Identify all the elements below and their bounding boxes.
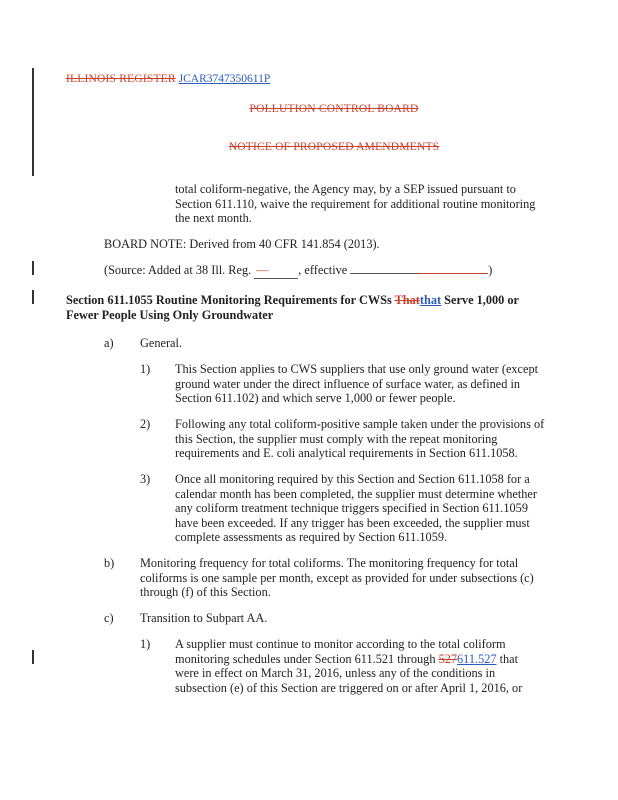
item-c1-label: 1) — [140, 637, 151, 651]
source-line — [104, 263, 492, 279]
item-a1-text — [175, 362, 538, 406]
subsection-c-text: Transition to Subpart AA. — [140, 611, 268, 625]
effective-blank — [350, 273, 418, 274]
item-a3-text — [175, 472, 537, 545]
subsection-a-label: a) — [104, 336, 114, 350]
section-title-line2: Fewer People Using Only Groundwater — [66, 307, 274, 322]
text-line: This Section applies to CWS suppliers that use only ground water (except — [175, 362, 539, 376]
text-line: Once all monitoring required by this Section and Section 611.1058 for a — [175, 472, 530, 486]
text-line: requirements and E. coli analytical requirements in Section 611.1058. — [175, 446, 518, 461]
change-bar — [32, 650, 34, 664]
text-line: were in effect on March 31, 2016, unless any of the conditions in — [175, 666, 496, 681]
text-line: subsection (e) of this Section are triggered on or after April 1, 2016, or — [175, 680, 523, 695]
text-line: complete assessments as required by Section 611.1059. — [175, 530, 448, 545]
section-title-part2: Serve 1,000 or — [441, 293, 519, 307]
subsection-b-label: b) — [104, 556, 115, 570]
deleted-text: 527 — [438, 651, 458, 666]
item-a2-label: 2) — [140, 417, 151, 431]
text-line: Monitoring frequency for total coliforms. The monitoring frequency for total — [140, 556, 519, 570]
subsection-a-text: General. — [140, 336, 182, 350]
source-effective: , effective — [298, 263, 348, 277]
text-line: any coliform treatment technique triggers specified in Section 611.1059 — [175, 501, 528, 516]
continuation-paragraph — [175, 182, 535, 226]
text-line: A supplier must continue to monitor according to the total coliform — [175, 637, 506, 651]
subsection-b-text — [140, 556, 534, 600]
source-blank — [254, 263, 298, 279]
change-bar — [32, 261, 34, 275]
change-bar — [32, 68, 34, 176]
text-line: through (f) of this Section. — [140, 585, 271, 600]
text-line: Section 611.102) and which serve 1,000 or fewer people. — [175, 391, 456, 406]
board-note: BOARD NOTE: Derived from 40 CFR 141.854 (2013). — [104, 237, 380, 251]
section-title-part1: Section 611.1055 Routine Monitoring Requirements for CWSs — [66, 293, 395, 307]
text-line: this Section, the supplier must comply with the repeat monitoring — [175, 431, 498, 446]
subsection-c-label: c) — [104, 611, 114, 625]
source-close: ) — [488, 263, 493, 277]
section-title-inserted: that — [419, 293, 442, 307]
change-bar — [32, 290, 34, 304]
text-line: ground water under the direct influence of surface water, as defined in — [175, 376, 521, 391]
section-heading — [66, 293, 519, 322]
source-prefix: (Source: Added at 38 Ill. Reg. — [104, 263, 252, 277]
inserted-text: 611.527 — [457, 651, 497, 666]
item-c1-text — [175, 637, 522, 695]
item-a3-label: 3) — [140, 472, 151, 486]
text-line: the next month. — [175, 211, 252, 226]
item-a2-text — [175, 417, 544, 461]
text-line: Following any total coliform-positive sample taken under the provisions of — [175, 417, 545, 431]
item-a1-label: 1) — [140, 362, 151, 376]
text-line: total coliform-negative, the Agency may, by a SEP issued pursuant to — [175, 182, 516, 196]
register-deleted: ILLINOIS REGISTER — [66, 73, 176, 85]
register-inserted: JCAR3747350611P — [178, 73, 271, 85]
text-line: coliforms is one sample per month, except as provided for under subsections (c) — [140, 570, 534, 585]
text-segment: monitoring schedules under Section 611.521 through — [175, 651, 439, 666]
text-line — [175, 652, 522, 667]
board-title: POLLUTION CONTROL BOARD — [249, 103, 419, 115]
register-header — [66, 73, 270, 85]
text-line: have been exceeded. If any trigger has been exceeded, the supplier must — [175, 515, 530, 530]
deleted-dash: — — [256, 263, 269, 277]
notice-title: NOTICE OF PROPOSED AMENDMENTS — [228, 141, 440, 153]
text-segment: that — [496, 651, 519, 666]
effective-blank-deleted — [418, 273, 488, 274]
text-line: calendar month has been completed, the supplier must determine whether — [175, 486, 537, 501]
text-line: Section 611.110, waive the requirement for additional routine monitoring — [175, 196, 536, 211]
section-title-deleted: That — [394, 293, 420, 307]
